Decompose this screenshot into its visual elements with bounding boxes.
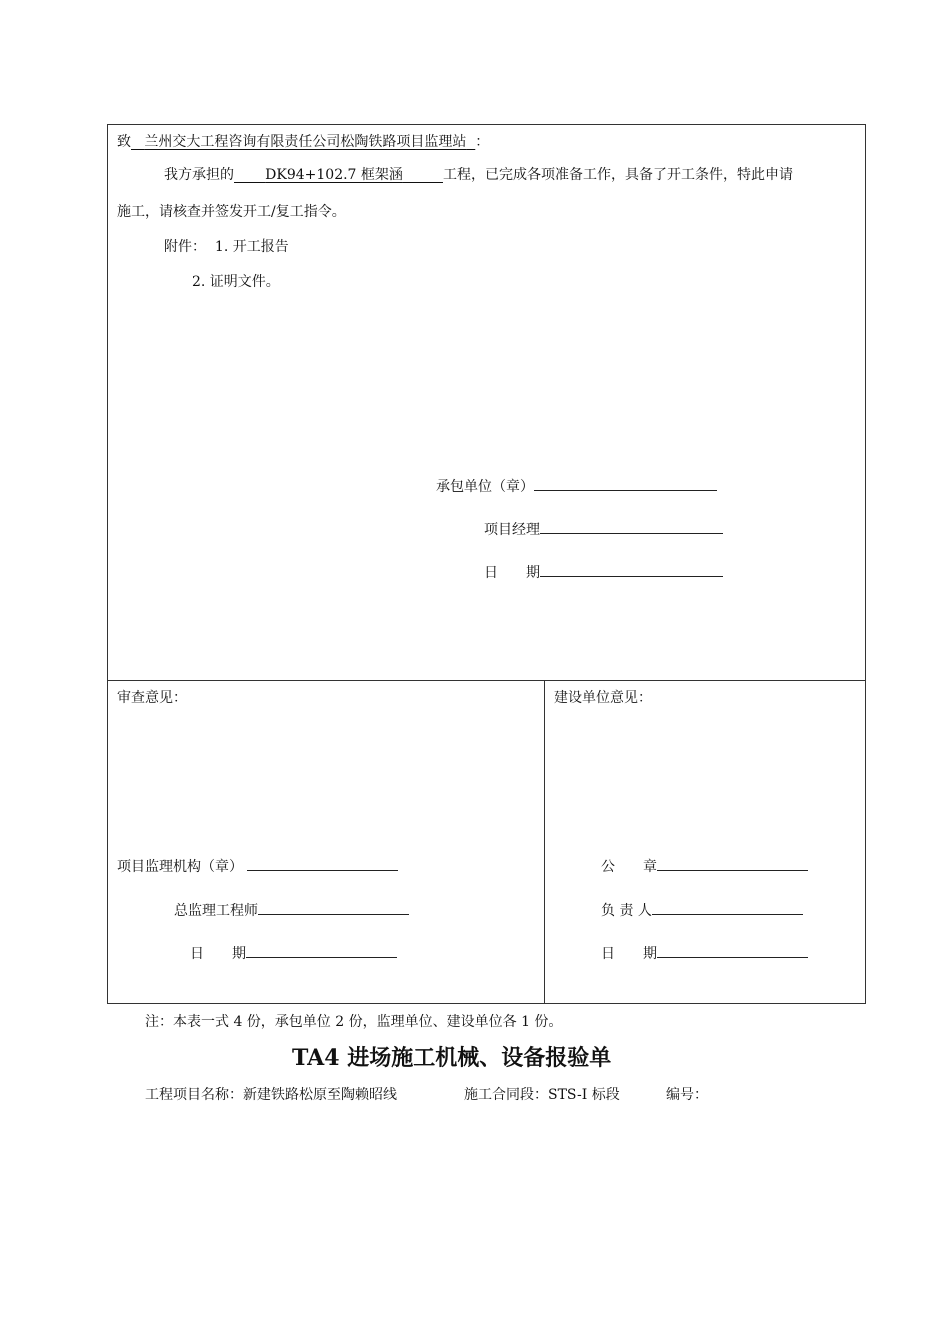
attachment-line-1 (164, 236, 289, 256)
chief-engineer-line[interactable] (258, 900, 409, 915)
seal-line[interactable] (657, 856, 808, 871)
manager-label: 项目经理 (484, 522, 540, 538)
application-line-1 (164, 164, 793, 184)
distribution-note: 注：本表一式 4 份，承包单位 2 份，监理单位、建设单位各 1 份。 (145, 1014, 563, 1030)
owner-opinion-heading: 建设单位意见： (554, 690, 652, 706)
owner-date-row (601, 943, 808, 963)
date-label: 日 期 (484, 565, 540, 581)
chief-engineer-row (174, 900, 409, 920)
contractor-signature-line[interactable] (534, 476, 717, 491)
supervisor-date-line[interactable] (246, 943, 397, 958)
line1-project: DK94+102.7 框架涵 (265, 167, 403, 183)
seal-row (601, 856, 808, 876)
date-row (484, 562, 723, 582)
line1-prefix: 我方承担的 (164, 167, 234, 183)
review-heading: 审查意见： (117, 690, 187, 706)
attachment-label: 附件： (164, 239, 206, 255)
chief-engineer-label: 总监理工程师 (174, 903, 258, 919)
seal-label: 公 章 (601, 859, 657, 875)
form-title: TA4 进场施工机械、设备报验单 (292, 1045, 612, 1071)
supervisor-date-row (190, 943, 397, 963)
date-line[interactable] (540, 562, 723, 577)
manager-signature-line[interactable] (540, 519, 723, 534)
to-suffix: ： (475, 134, 490, 150)
responsible-label: 负 责 人 (601, 903, 652, 919)
line1-suffix: 工程，已完成各项准备工作，具备了开工条件，特此申请 (442, 167, 793, 183)
application-line-2: 施工，请核查并签发开工/复工指令。 (117, 204, 346, 220)
attachment-1: 1. 开工报告 (214, 239, 289, 255)
manager-signature-row (484, 519, 723, 539)
to-line (117, 131, 489, 151)
supervisor-org-line[interactable] (247, 856, 398, 871)
responsible-line[interactable] (652, 900, 803, 915)
responsible-row (601, 900, 803, 920)
owner-date-line[interactable] (657, 943, 808, 958)
owner-date-label: 日 期 (601, 946, 657, 962)
project-name: 工程项目名称：新建铁路松原至陶赖昭线 (145, 1087, 397, 1103)
contract-section: 施工合同段：STS-I 标段 (464, 1087, 620, 1103)
supervisor-org-label: 项目监理机构（章） (117, 859, 243, 875)
to-prefix: 致 (117, 134, 131, 150)
attachment-2: 2. 证明文件。 (192, 274, 280, 290)
number-label: 编号： (666, 1087, 708, 1103)
contractor-signature-row (436, 476, 717, 496)
contractor-label: 承包单位（章） (436, 479, 534, 495)
to-recipient: 兰州交大工程咨询有限责任公司松陶铁路项目监理站 (144, 134, 467, 150)
supervisor-date-label: 日 期 (190, 946, 246, 962)
supervisor-org-row (117, 856, 398, 876)
